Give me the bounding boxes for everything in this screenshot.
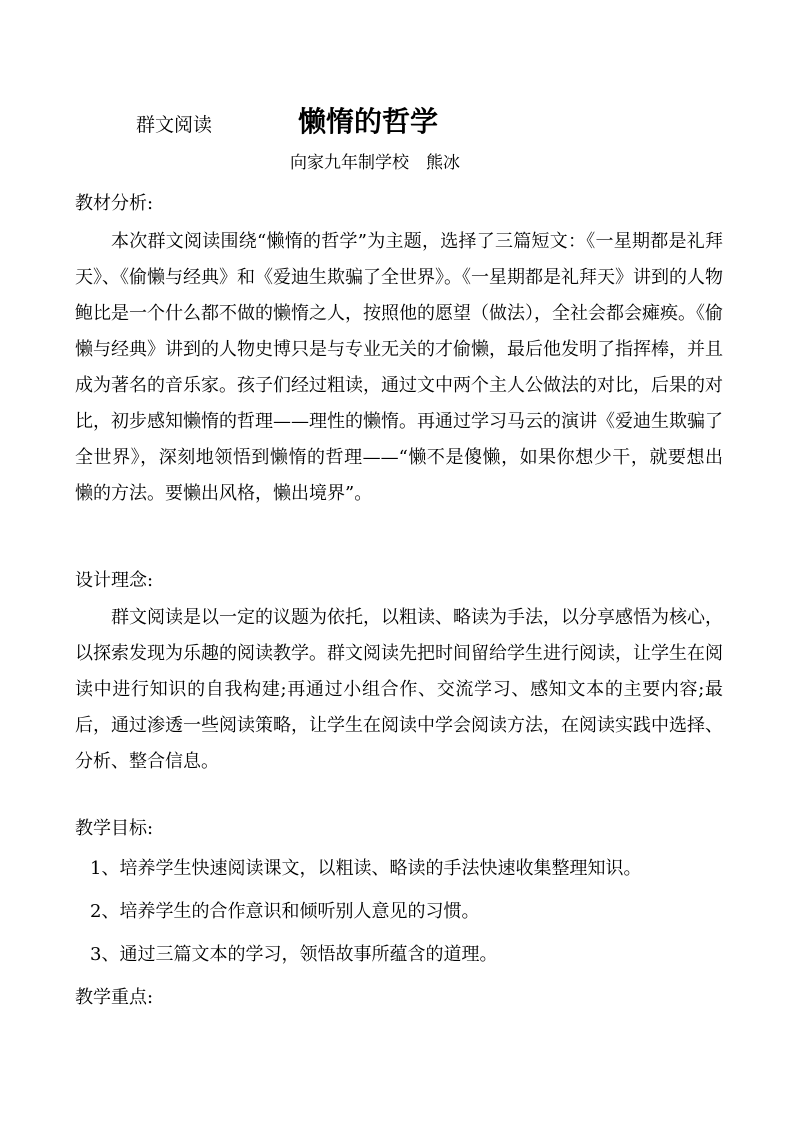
concept-paragraph: 群文阅读是以一定的议题为依托，以粗读、略读为手法，以分享感悟为核心，以探索发现为乐趣的阅读教学。群文阅读先把时间留给学生进行阅读，让学生在阅读中进行知识的自我构建;再通过小组合作、交流学习、感知文本的主要内容;最后，通过渗透一些阅读策略，让学生在阅读中学会阅读方法，在阅读实践中选择、分析、整合信息。 (75, 607, 723, 772)
analysis-paragraph: 本次群文阅读围绕“懒惰的哲学”为主题，选择了三篇短文：《一星期都是礼拜天》、《偷懒与经典》和《爱迪生欺骗了全世界》。《一星期都是礼拜天》讲到的人物鲍比是一个什么都不做的懒惰之人，按照他的愿望（做法），全社会都会瘫痪。《偷懒与经典》讲到的人物史博只是与专业无关的才偷懒，最后他发明了指挥棒，并且成为著名的音乐家。孩子们经过粗读，通过文中两个主人公做法的对比，后果的对比，初步感知懒惰的哲理——理性的懒惰。再通过学习马云的演讲《爱迪生欺骗了全世界》，深刻地领悟到懒惰的哲理——“懒不是傻懒，如果你想少干，就要想出懒的方法。要懒出风格，懒出境界”。 (75, 231, 723, 504)
document-title: 懒惰的哲学 (298, 105, 439, 138)
analysis-heading: 教材分析: (75, 193, 154, 214)
goal-item-2: 2、培养学生的合作意识和倾听别人意见的习惯。 (90, 901, 480, 922)
concept-heading: 设计理念: (75, 570, 154, 591)
title-row (0, 100, 794, 140)
document-kicker: 群文阅读 (136, 114, 213, 136)
author-line: 向家九年制学校 熊冰 (290, 153, 460, 173)
focus-heading: 教学重点: (75, 987, 154, 1008)
goals-heading: 教学目标: (75, 818, 154, 839)
goal-item-3: 3、通过三篇文本的学习，领悟故事所蕴含的道理。 (90, 944, 498, 965)
goal-item-1: 1、培养学生快速阅读课文，以粗读、略读的手法快速收集整理知识。 (90, 858, 642, 879)
